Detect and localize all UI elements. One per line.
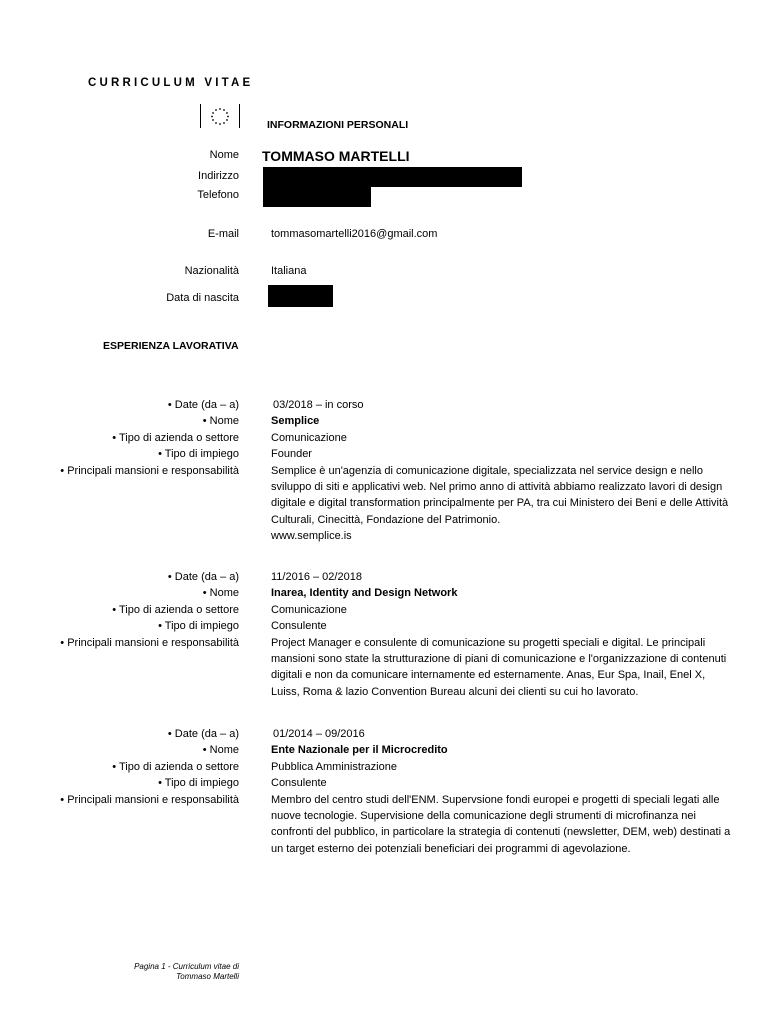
job-type-label: • Tipo di impiego	[158, 777, 239, 790]
phone-label: Telefono	[197, 189, 239, 201]
entry-description: Project Manager e consulente di comunicazione su progetti speciali e digital. Le principali mansioni sono state la strutturazione di piani di comunicazione e l'organizzazione di contenuti digitali e non da comunicare internamente ed esternamente. Anas, Eur Spa, Inail, Enel X, Luiss, Roma & lazio Convention Bureau alcuni dei clienti su cui ho lavorato.	[271, 636, 727, 698]
redacted-phone	[263, 187, 371, 207]
name-label: Nome	[209, 149, 239, 161]
experience-entry-labels	[0, 397, 239, 479]
experience-entry-labels	[0, 569, 239, 651]
entry-sector: Comunicazione	[271, 431, 347, 444]
cv-title: CURRICULUM VITAE	[88, 77, 254, 89]
entry-date: 01/2014 – 09/2016	[273, 728, 365, 740]
date-label: • Date (da – a)	[167, 728, 239, 740]
entry-description: Semplice è un'agenzia di comunicazione digitale, specializzata nel service design e nello sviluppo di siti e applicativi web. Nel primo anno di attività abbiamo realizzato lavori di design digitale e digital transformation principalmente per PA, tra cui Ministero dei Beni e delle Attività Culturali, Cinecittà, Fondazione del Patrimonio.	[271, 464, 729, 526]
employer-label: • Nome	[202, 744, 239, 757]
entry-description: Membro del centro studi dell'ENM. Supervsione fondi europei e progetti di speciali legati alle nuove tecnologie. Supervisione della comunicazione degli strumenti di microfinanza nei confronti del pubblico, in particolare la strategia di contenuti (newsletter, DEM, web) destinati a un target esterno dei potenziali beneficiari dei programmi di agevolazione.	[271, 793, 731, 855]
footer-page-line: Pagina 1 - Curriculum vitae di	[134, 962, 239, 971]
experience-entry	[271, 726, 731, 857]
entry-role: Founder	[271, 448, 312, 461]
full-name: TOMMASO MARTELLI	[262, 148, 410, 164]
experience-entry	[271, 397, 731, 545]
date-label: • Date (da – a)	[167, 571, 239, 583]
personal-info-heading: INFORMAZIONI PERSONALI	[267, 119, 409, 131]
experience-entry	[271, 569, 731, 700]
email-value[interactable]: tommasomartelli2016@gmail.com	[271, 228, 438, 240]
entry-sector: Pubblica Amministrazione	[271, 760, 397, 773]
entry-date: 11/2016 – 02/2018	[271, 571, 362, 583]
page-footer	[100, 962, 239, 982]
date-label: • Date (da – a)	[167, 399, 239, 411]
footer-name-line: Tommaso Martelli	[176, 972, 239, 981]
email-label: E-mail	[207, 228, 239, 240]
redacted-birth-date	[268, 285, 333, 307]
job-type-label: • Tipo di impiego	[158, 620, 239, 633]
job-type-label: • Tipo di impiego	[158, 448, 239, 461]
entry-employer: Semplice	[271, 415, 320, 428]
experience-heading: ESPERIENZA LAVORATIVA	[103, 340, 239, 352]
entry-employer: Ente Nazionale per il Microcredito	[271, 744, 448, 757]
duties-label: • Principali mansioni e responsabilità	[60, 793, 239, 806]
company-type-label: • Tipo di azienda o settore	[112, 431, 239, 444]
nationality-value: Italiana	[271, 265, 307, 277]
employer-label: • Nome	[202, 587, 239, 600]
entry-sector: Comunicazione	[271, 603, 347, 616]
nationality-label: Nazionalità	[184, 265, 239, 277]
entry-date: 03/2018 – in corso	[273, 399, 364, 411]
redacted-address	[263, 167, 522, 187]
company-type-label: • Tipo di azienda o settore	[112, 603, 239, 616]
birth-date-label: Data di nascita	[166, 292, 239, 304]
experience-entry-labels	[0, 726, 239, 808]
duties-label: • Principali mansioni e responsabilità	[60, 636, 239, 649]
employer-label: • Nome	[202, 415, 239, 428]
entry-role: Consulente	[271, 777, 327, 790]
entry-employer: Inarea, Identity and Design Network	[271, 587, 458, 600]
eu-stars-logo-icon	[200, 104, 240, 128]
duties-label: • Principali mansioni e responsabilità	[60, 464, 239, 477]
entry-website-link[interactable]: www.semplice.is	[271, 530, 352, 543]
entry-role: Consulente	[271, 620, 327, 633]
address-label: Indirizzo	[198, 170, 239, 182]
company-type-label: • Tipo di azienda o settore	[112, 760, 239, 773]
